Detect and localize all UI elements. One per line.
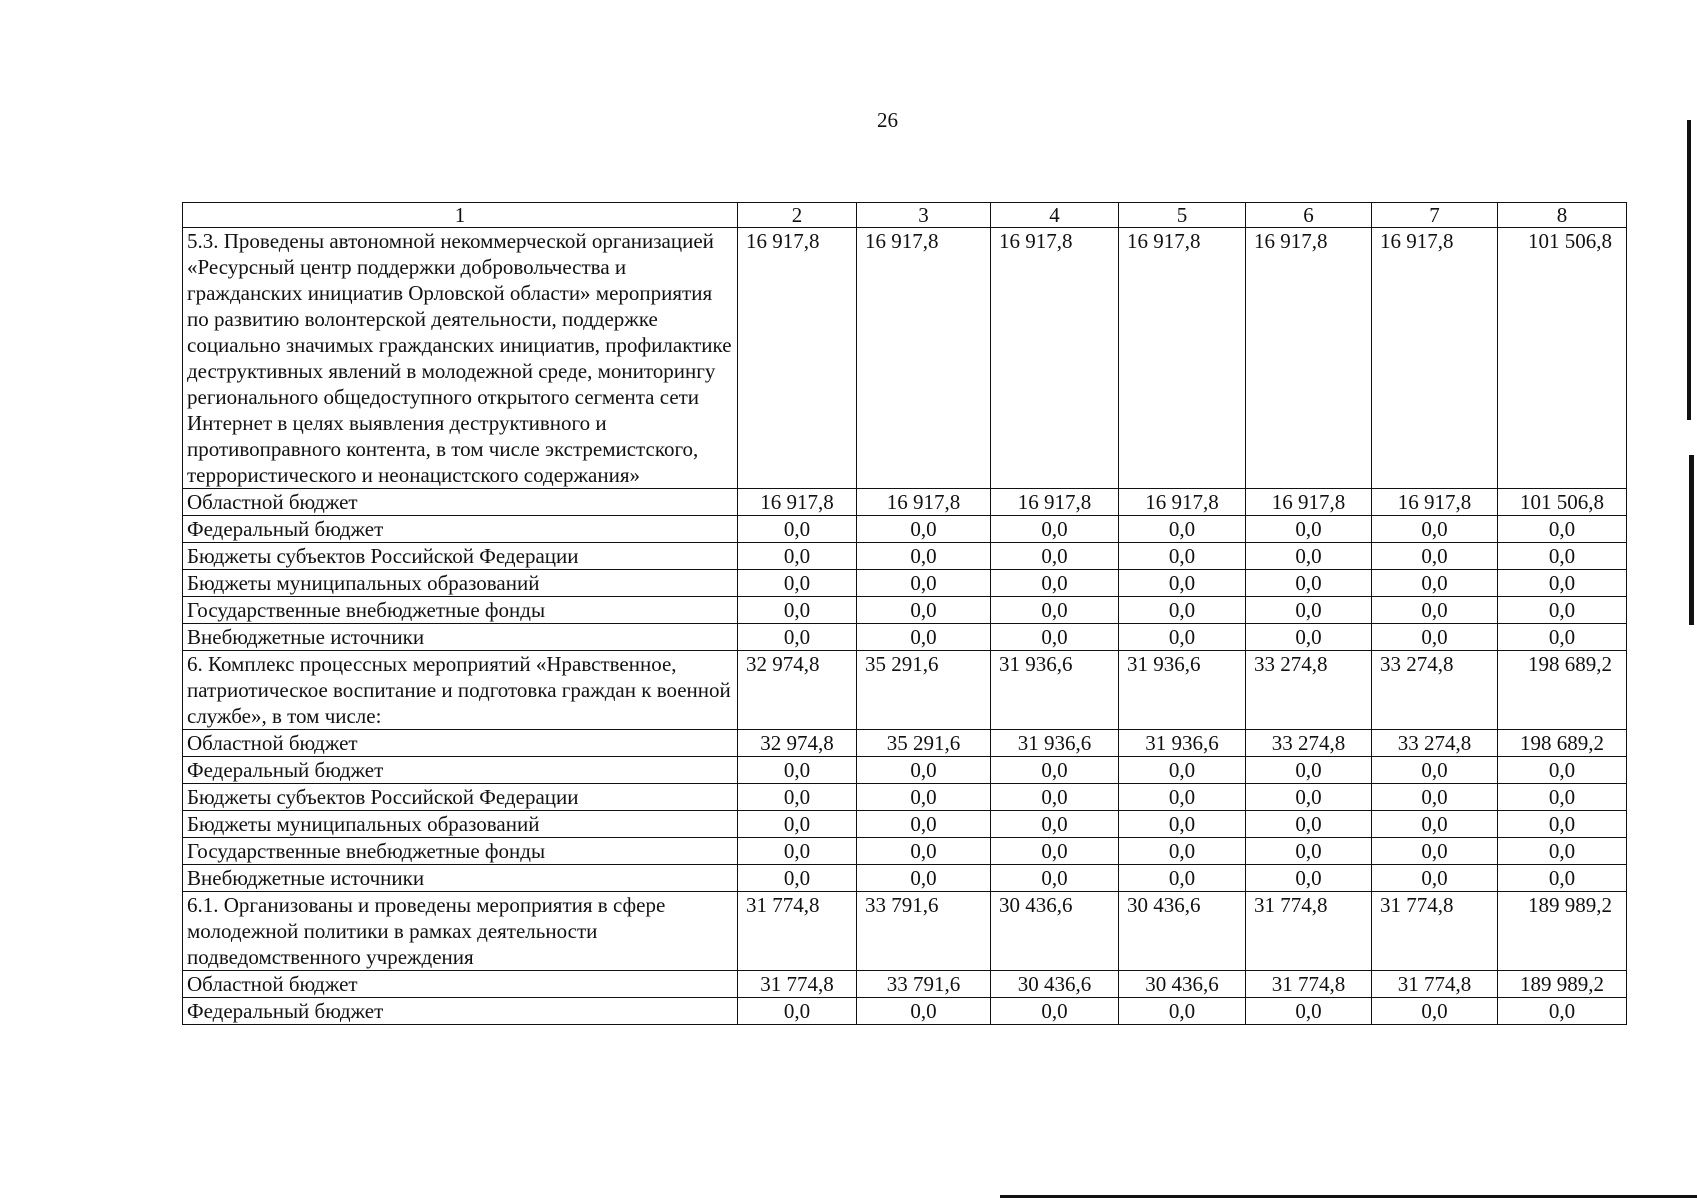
- budget-source-row: [183, 838, 1627, 865]
- column-header: 5: [1119, 203, 1246, 228]
- value-cell: 0,0: [738, 624, 857, 651]
- value-cell: 0,0: [1372, 543, 1498, 570]
- column-header: 7: [1372, 203, 1498, 228]
- value-cell: 101 506,8: [1498, 228, 1627, 489]
- value-cell: 33 274,8: [1372, 651, 1498, 730]
- value-cell: 0,0: [857, 516, 991, 543]
- value-cell: 198 689,2: [1498, 651, 1627, 730]
- value-cell: 0,0: [1246, 516, 1372, 543]
- value-cell: 0,0: [738, 998, 857, 1025]
- section-row: [183, 892, 1627, 971]
- value-cell: 33 274,8: [1372, 730, 1498, 757]
- value-cell: 0,0: [1498, 597, 1627, 624]
- value-cell: 0,0: [1372, 998, 1498, 1025]
- budget-source-row: [183, 543, 1627, 570]
- value-cell: 189 989,2: [1498, 971, 1627, 998]
- value-cell: 31 774,8: [1246, 971, 1372, 998]
- budget-source-row: [183, 998, 1627, 1025]
- value-cell: 0,0: [857, 838, 991, 865]
- value-cell: 0,0: [738, 757, 857, 784]
- budget-source-row: [183, 516, 1627, 543]
- value-cell: 0,0: [1119, 624, 1246, 651]
- value-cell: 0,0: [1119, 597, 1246, 624]
- row-label: 5.3. Проведены автономной некоммерческой организацией «Ресурсный центр поддержки добровольчества и гражданских инициатив Орловской области» мероприятия по развитию волонтерской деятельности, поддержке социально значимых гражданских инициатив, профилактике деструктивных явлений в молодежной среде, мониторингу регионального общедоступного открытого сегмента сети Интернет в целях выявления деструктивного и противоправного контента, в том числе экстремистского, террористического и неонацистского содержания»: [183, 228, 738, 489]
- value-cell: 0,0: [1372, 865, 1498, 892]
- value-cell: 0,0: [1119, 543, 1246, 570]
- value-cell: 30 436,6: [991, 892, 1119, 971]
- row-label: Внебюджетные источники: [183, 624, 738, 651]
- row-label: Областной бюджет: [183, 730, 738, 757]
- value-cell: 33 791,6: [857, 971, 991, 998]
- section-row: [183, 228, 1627, 489]
- budget-source-row: [183, 865, 1627, 892]
- column-header: 2: [738, 203, 857, 228]
- value-cell: 0,0: [1498, 865, 1627, 892]
- value-cell: 16 917,8: [857, 228, 991, 489]
- value-cell: 0,0: [991, 865, 1119, 892]
- value-cell: 31 936,6: [1119, 651, 1246, 730]
- value-cell: 0,0: [991, 516, 1119, 543]
- value-cell: 0,0: [1246, 570, 1372, 597]
- value-cell: 0,0: [991, 811, 1119, 838]
- column-header: 4: [991, 203, 1119, 228]
- value-cell: 0,0: [1246, 838, 1372, 865]
- value-cell: 33 791,6: [857, 892, 991, 971]
- value-cell: 0,0: [1246, 865, 1372, 892]
- value-cell: 0,0: [738, 597, 857, 624]
- value-cell: 0,0: [1372, 516, 1498, 543]
- row-label: 6. Комплекс процессных мероприятий «Нравственное, патриотическое воспитание и подготовка граждан к военной службе», в том числе:: [183, 651, 738, 730]
- row-label: Федеральный бюджет: [183, 516, 738, 543]
- scan-edge-mark: [1687, 120, 1691, 420]
- value-cell: 31 774,8: [738, 892, 857, 971]
- budget-source-row: [183, 784, 1627, 811]
- budget-source-row: [183, 624, 1627, 651]
- value-cell: 0,0: [1119, 838, 1246, 865]
- value-cell: 0,0: [991, 998, 1119, 1025]
- column-header: 8: [1498, 203, 1627, 228]
- value-cell: 0,0: [1372, 624, 1498, 651]
- column-header: 3: [857, 203, 991, 228]
- value-cell: 0,0: [738, 865, 857, 892]
- budget-source-row: [183, 730, 1627, 757]
- value-cell: 0,0: [857, 624, 991, 651]
- value-cell: 16 917,8: [1372, 489, 1498, 516]
- value-cell: 32 974,8: [738, 730, 857, 757]
- value-cell: 0,0: [1498, 757, 1627, 784]
- value-cell: 0,0: [857, 597, 991, 624]
- page-number: 26: [877, 108, 898, 132]
- value-cell: 0,0: [857, 543, 991, 570]
- value-cell: 30 436,6: [1119, 971, 1246, 998]
- row-label: Областной бюджет: [183, 971, 738, 998]
- row-label: Федеральный бюджет: [183, 998, 738, 1025]
- value-cell: 0,0: [1498, 543, 1627, 570]
- row-label: Государственные внебюджетные фонды: [183, 838, 738, 865]
- value-cell: 33 274,8: [1246, 651, 1372, 730]
- value-cell: 0,0: [857, 811, 991, 838]
- value-cell: 16 917,8: [1119, 489, 1246, 516]
- value-cell: 0,0: [1246, 998, 1372, 1025]
- budget-source-row: [183, 757, 1627, 784]
- row-label: Бюджеты муниципальных образований: [183, 570, 738, 597]
- value-cell: 0,0: [738, 784, 857, 811]
- budget-source-row: [183, 597, 1627, 624]
- value-cell: 0,0: [1372, 570, 1498, 597]
- value-cell: 0,0: [857, 757, 991, 784]
- value-cell: 33 274,8: [1246, 730, 1372, 757]
- value-cell: 0,0: [1246, 784, 1372, 811]
- value-cell: 31 936,6: [1119, 730, 1246, 757]
- value-cell: 16 917,8: [1372, 228, 1498, 489]
- value-cell: 0,0: [857, 784, 991, 811]
- value-cell: 0,0: [1119, 757, 1246, 784]
- value-cell: 198 689,2: [1498, 730, 1627, 757]
- value-cell: 16 917,8: [1246, 489, 1372, 516]
- value-cell: 0,0: [857, 998, 991, 1025]
- value-cell: 16 917,8: [1246, 228, 1372, 489]
- value-cell: 0,0: [1119, 998, 1246, 1025]
- value-cell: 0,0: [1498, 570, 1627, 597]
- value-cell: 16 917,8: [991, 228, 1119, 489]
- value-cell: 0,0: [991, 543, 1119, 570]
- value-cell: 31 774,8: [1372, 971, 1498, 998]
- value-cell: 0,0: [1246, 757, 1372, 784]
- row-label: Бюджеты муниципальных образований: [183, 811, 738, 838]
- value-cell: 31 774,8: [738, 971, 857, 998]
- scan-edge-mark: [1689, 455, 1694, 625]
- value-cell: 101 506,8: [1498, 489, 1627, 516]
- value-cell: 0,0: [991, 570, 1119, 597]
- value-cell: 0,0: [1372, 838, 1498, 865]
- row-label: Федеральный бюджет: [183, 757, 738, 784]
- row-label: 6.1. Организованы и проведены мероприятия в сфере молодежной политики в рамках деятельности подведомственного учреждения: [183, 892, 738, 971]
- value-cell: 0,0: [1246, 811, 1372, 838]
- value-cell: 0,0: [991, 624, 1119, 651]
- value-cell: 30 436,6: [1119, 892, 1246, 971]
- value-cell: 0,0: [991, 757, 1119, 784]
- section-row: [183, 651, 1627, 730]
- budget-table: [182, 202, 1627, 1025]
- value-cell: 0,0: [738, 516, 857, 543]
- value-cell: 16 917,8: [1119, 228, 1246, 489]
- value-cell: 0,0: [857, 570, 991, 597]
- row-label: Бюджеты субъектов Российской Федерации: [183, 543, 738, 570]
- value-cell: 0,0: [1119, 570, 1246, 597]
- value-cell: 0,0: [857, 865, 991, 892]
- value-cell: 0,0: [991, 838, 1119, 865]
- column-header: 1: [183, 203, 738, 228]
- value-cell: 0,0: [1246, 543, 1372, 570]
- row-label: Областной бюджет: [183, 489, 738, 516]
- value-cell: 0,0: [1372, 784, 1498, 811]
- value-cell: 31 936,6: [991, 730, 1119, 757]
- value-cell: 0,0: [738, 838, 857, 865]
- value-cell: 16 917,8: [738, 489, 857, 516]
- scan-edge-mark: [1000, 1195, 1697, 1198]
- row-label: Внебюджетные источники: [183, 865, 738, 892]
- value-cell: 0,0: [1498, 516, 1627, 543]
- value-cell: 0,0: [1498, 838, 1627, 865]
- header-row: [183, 203, 1627, 228]
- value-cell: 16 917,8: [857, 489, 991, 516]
- value-cell: 0,0: [1498, 811, 1627, 838]
- budget-source-row: [183, 811, 1627, 838]
- value-cell: 0,0: [1119, 811, 1246, 838]
- value-cell: 32 974,8: [738, 651, 857, 730]
- value-cell: 0,0: [991, 597, 1119, 624]
- value-cell: 0,0: [1119, 784, 1246, 811]
- value-cell: 35 291,6: [857, 730, 991, 757]
- value-cell: 31 774,8: [1246, 892, 1372, 971]
- value-cell: 0,0: [1372, 811, 1498, 838]
- value-cell: 31 774,8: [1372, 892, 1498, 971]
- row-label: Бюджеты субъектов Российской Федерации: [183, 784, 738, 811]
- budget-source-row: [183, 570, 1627, 597]
- budget-source-row: [183, 971, 1627, 998]
- value-cell: 35 291,6: [857, 651, 991, 730]
- value-cell: 0,0: [1372, 757, 1498, 784]
- row-label: Государственные внебюджетные фонды: [183, 597, 738, 624]
- value-cell: 0,0: [1498, 998, 1627, 1025]
- value-cell: 31 936,6: [991, 651, 1119, 730]
- value-cell: 0,0: [738, 811, 857, 838]
- table-body: [183, 228, 1627, 1025]
- value-cell: 0,0: [1119, 516, 1246, 543]
- value-cell: 0,0: [1498, 624, 1627, 651]
- value-cell: 30 436,6: [991, 971, 1119, 998]
- value-cell: 0,0: [1498, 784, 1627, 811]
- value-cell: 0,0: [1372, 597, 1498, 624]
- value-cell: 0,0: [738, 570, 857, 597]
- value-cell: 189 989,2: [1498, 892, 1627, 971]
- column-header: 6: [1246, 203, 1372, 228]
- value-cell: 16 917,8: [991, 489, 1119, 516]
- value-cell: 0,0: [1246, 624, 1372, 651]
- value-cell: 16 917,8: [738, 228, 857, 489]
- value-cell: 0,0: [991, 784, 1119, 811]
- value-cell: 0,0: [1246, 597, 1372, 624]
- value-cell: 0,0: [738, 543, 857, 570]
- value-cell: 0,0: [1119, 865, 1246, 892]
- budget-source-row: [183, 489, 1627, 516]
